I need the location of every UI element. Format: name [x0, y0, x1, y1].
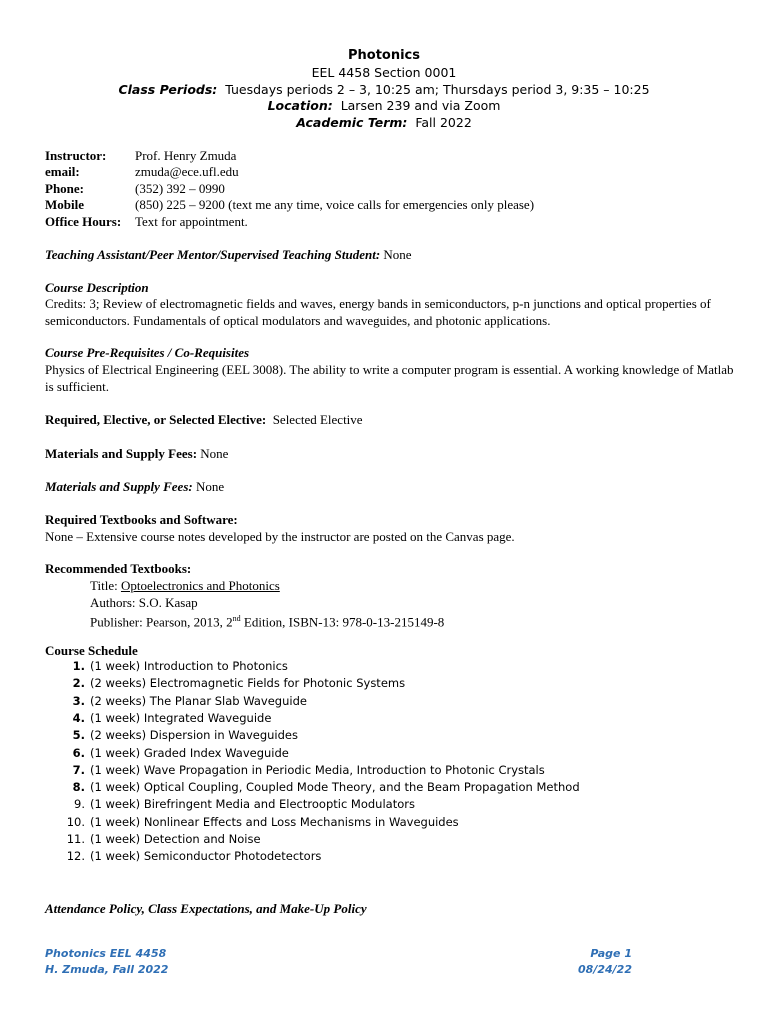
- schedule-item-text: (1 week) Integrated Waveguide: [90, 710, 272, 725]
- mobile-value: (850) 225 – 9200 (text me any time, voice calls for emergencies only please): [135, 197, 535, 212]
- schedule-item-number: 8.: [72, 780, 85, 795]
- location-label: Location:: [267, 98, 333, 113]
- elective-line: [45, 411, 363, 428]
- location-value: Larsen 239 and via Zoom: [340, 98, 501, 113]
- prereq-heading: Course Pre-Requisites / Co-Requisites: [45, 345, 250, 360]
- required-textbooks-body: None – Extensive course notes developed by the instructor are posted on the Canvas page.: [45, 529, 515, 544]
- recommended-title: [90, 577, 280, 594]
- footer-left: [45, 946, 168, 978]
- class-periods: [0, 81, 768, 98]
- footer-date: 08/24/22: [578, 963, 632, 976]
- schedule-item-number: 3.: [72, 693, 85, 708]
- phone-label: Phone:: [45, 181, 84, 196]
- schedule-item-number: 10.: [66, 814, 85, 829]
- location: [0, 97, 768, 114]
- schedule-item-text: (1 week) Detection and Noise: [90, 832, 261, 846]
- class-periods-label: Class Periods:: [118, 82, 218, 97]
- schedule-item-number: 7.: [72, 762, 85, 777]
- ta-label: Teaching Assistant/Peer Mentor/Supervised Teaching Student:: [45, 247, 381, 262]
- office-hours-label: Office Hours:: [45, 214, 122, 229]
- fees-value-2: None: [195, 479, 225, 494]
- footer-page-number: Page 1: [590, 947, 632, 960]
- publisher-pre: Publisher: Pearson, 2013, 2: [90, 614, 233, 630]
- mobile-label: Mobile: [45, 197, 84, 212]
- ta-line: [45, 246, 412, 263]
- recommended-publisher: [90, 610, 444, 630]
- schedule-item-text: (1 week) Nonlinear Effects and Loss Mechanisms in Waveguides: [90, 814, 459, 829]
- phone-value: (352) 392 – 0990: [135, 181, 225, 196]
- schedule-item-number: 11.: [66, 832, 85, 846]
- attendance-heading: Attendance Policy, Class Expectations, and Make-Up Policy: [45, 901, 367, 916]
- schedule-item-text: (2 weeks) The Planar Slab Waveguide: [90, 693, 307, 708]
- publisher-post: Edition, ISBN-13: 978-0-13-215149-8: [240, 614, 445, 630]
- schedule-item-text: (1 week) Introduction to Photonics: [90, 659, 288, 673]
- schedule-item-number: 9.: [74, 797, 85, 812]
- recommended-title-label: Title:: [90, 578, 118, 593]
- prereq-body: Physics of Electrical Engineering (EEL 3008). The ability to write a computer program is essential. A working knowledge of Matlab is sufficient.: [45, 362, 734, 394]
- email-value[interactable]: zmuda@ece.ufl.edu: [135, 164, 239, 179]
- elective-label: Required, Elective, or Selected Elective:: [45, 412, 267, 427]
- recommended-textbooks-heading: Recommended Textbooks:: [45, 561, 192, 576]
- fees-label-1: Materials and Supply Fees:: [45, 446, 198, 461]
- course-line: EEL 4458 Section 0001: [311, 65, 457, 80]
- footer-course: Photonics EEL 4458: [45, 947, 167, 960]
- fees-value-1: None: [200, 446, 229, 461]
- recommended-authors: Authors: S.O. Kasap: [90, 595, 198, 610]
- course-schedule-heading: Course Schedule: [45, 643, 138, 658]
- footer-author: H. Zmuda, Fall 2022: [45, 963, 169, 976]
- schedule-item-number: 4.: [72, 710, 85, 725]
- fees-line-1: [45, 445, 228, 462]
- course-description-heading: Course Description: [45, 280, 149, 295]
- footer-right: [578, 946, 632, 978]
- schedule-item-text: (1 week) Wave Propagation in Periodic Media, Introduction to Photonic Crystals: [90, 762, 545, 777]
- term-label: Academic Term:: [296, 115, 408, 130]
- schedule-item-number: 2.: [72, 676, 85, 691]
- schedule-item-text: (1 week) Semiconductor Photodetectors: [90, 849, 322, 864]
- course-description-body: Credits: 3; Review of electromagnetic fields and waves, energy bands in semiconductors, p-n junctions and optical properties of semiconductors. Fundamentals of optical modulators and waveguides, and photonic applications.: [45, 296, 711, 328]
- publisher-sup: nd: [232, 614, 241, 623]
- fees-label-2: Materials and Supply Fees:: [45, 479, 193, 494]
- schedule-item-text: (2 weeks) Electromagnetic Fields for Photonic Systems: [90, 676, 406, 691]
- required-textbooks-heading: Required Textbooks and Software:: [45, 512, 238, 527]
- office-hours-value: Text for appointment.: [135, 214, 248, 229]
- elective-value: Selected Elective: [272, 412, 363, 427]
- schedule-item-number: 12.: [66, 849, 85, 864]
- term-value: Fall 2022: [415, 115, 472, 130]
- course-schedule-list: [45, 658, 745, 868]
- class-periods-value: Tuesdays periods 2 – 3, 10:25 am; Thursdays period 3, 9:35 – 10:25: [225, 82, 650, 97]
- schedule-item-number: 1.: [72, 659, 85, 673]
- instructor-label: Instructor:: [45, 148, 107, 163]
- fees-line-2: [45, 478, 224, 495]
- schedule-item-text: (1 week) Optical Coupling, Coupled Mode Theory, and the Beam Propagation Method: [90, 780, 580, 795]
- schedule-item-number: 6.: [72, 745, 85, 760]
- schedule-item-text: (1 week) Birefringent Media and Electrooptic Modulators: [90, 797, 415, 812]
- schedule-item-number: 5.: [72, 728, 85, 743]
- instructor-value: Prof. Henry Zmuda: [135, 148, 237, 163]
- schedule-item-text: (1 week) Graded Index Waveguide: [90, 745, 289, 760]
- page-title: Photonics: [347, 48, 420, 63]
- recommended-title-value: Optoelectronics and Photonics: [120, 578, 280, 593]
- academic-term: [0, 114, 768, 131]
- schedule-item-text: (2 weeks) Dispersion in Waveguides: [90, 728, 298, 743]
- email-label: email:: [45, 164, 80, 179]
- ta-value: None: [383, 247, 412, 262]
